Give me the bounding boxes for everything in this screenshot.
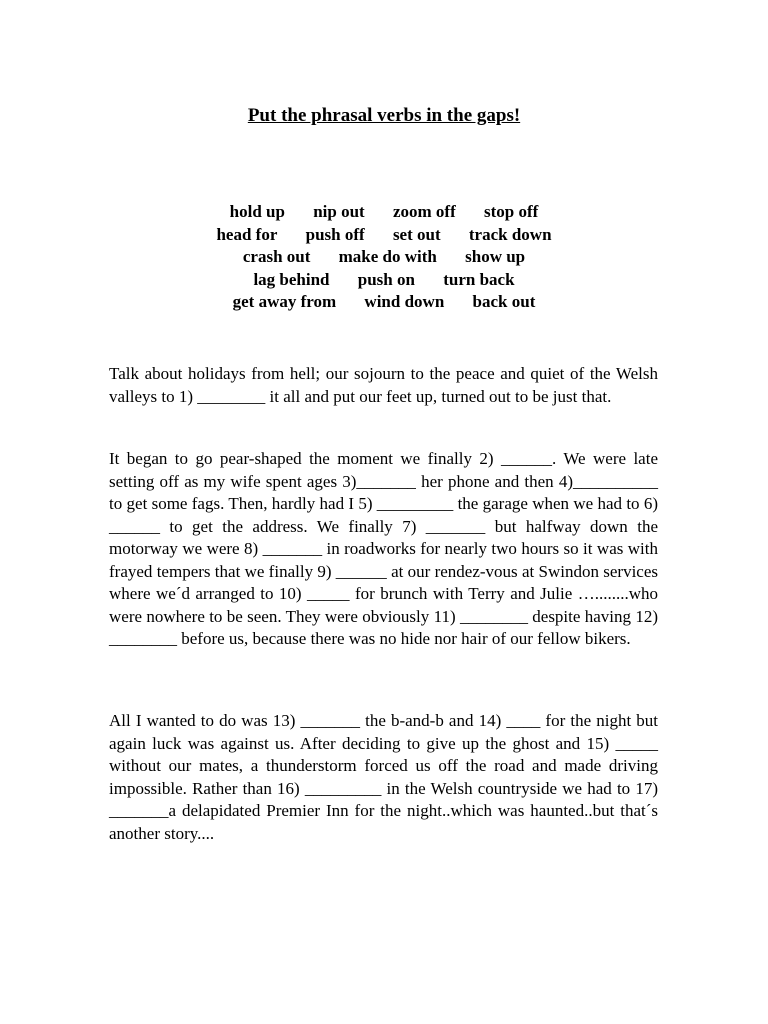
verb-row (0, 246, 768, 269)
verb-item: set out (392, 224, 441, 244)
verb-row (0, 269, 768, 292)
verb-item: make do with (338, 247, 437, 266)
verb-item: back out (472, 292, 536, 311)
worksheet-title: Put the phrasal verbs in the gaps! (247, 105, 521, 126)
verb-item: crash out (242, 247, 311, 266)
verb-item: stop off (484, 202, 539, 221)
verb-item: nip out (313, 202, 365, 221)
verb-row (0, 291, 768, 314)
phrasal-verb-list (0, 201, 768, 314)
verb-item: show up (465, 247, 526, 266)
verb-item: wind down (364, 292, 445, 311)
verb-row (0, 201, 768, 224)
verb-item: hold up (229, 202, 285, 221)
verb-item: head for (216, 224, 278, 244)
paragraph-ending: All I wanted to do was 13) _______ the b-and-b and 14) ____ for the night but again luck was against us. After deciding to give up the ghost and 15) _____ without our mates, a thunderstorm forced us off the road and made driving impossible. Rather than 16) _________ in the Welsh countryside we had to 17) _______a delapidated Premier Inn for the night..which was haunted..but that´s another story.... (109, 711, 658, 843)
verb-item: push on (357, 269, 415, 289)
verb-item: push off (305, 224, 365, 244)
verb-item: lag behind (253, 269, 330, 289)
verb-item: zoom off (392, 202, 456, 221)
verb-row (0, 224, 768, 247)
verb-item: get away from (232, 292, 337, 311)
verb-item: track down (468, 224, 552, 244)
verb-item: turn back (443, 269, 515, 289)
paragraph-intro: Talk about holidays from hell; our sojourn to the peace and quiet of the Welsh valleys to 1) ________ it all and put our feet up, turned out to be just that. (109, 364, 658, 406)
paragraph-journey: It began to go pear-shaped the moment we finally 2) ______. We were late setting off as my wife spent ages 3)_______ her phone and then 4)__________ to get some fags. Then, hardly had I 5) _________ the garage when we had to 6) ______ to get the address. We finally 7) _______ but halfway down the motorway we were 8) _______ in roadworks for nearly two hours so it was with frayed tempers that we finally 9) ______ at our rendez-vous at Swindon services where we´d arranged to 10) _____ for brunch with Terry and Julie …........who were nowhere to be seen. They were obviously 11) ________ despite having 12) ________ before us, because there was no hide nor hair of our fellow bikers. (109, 449, 658, 648)
